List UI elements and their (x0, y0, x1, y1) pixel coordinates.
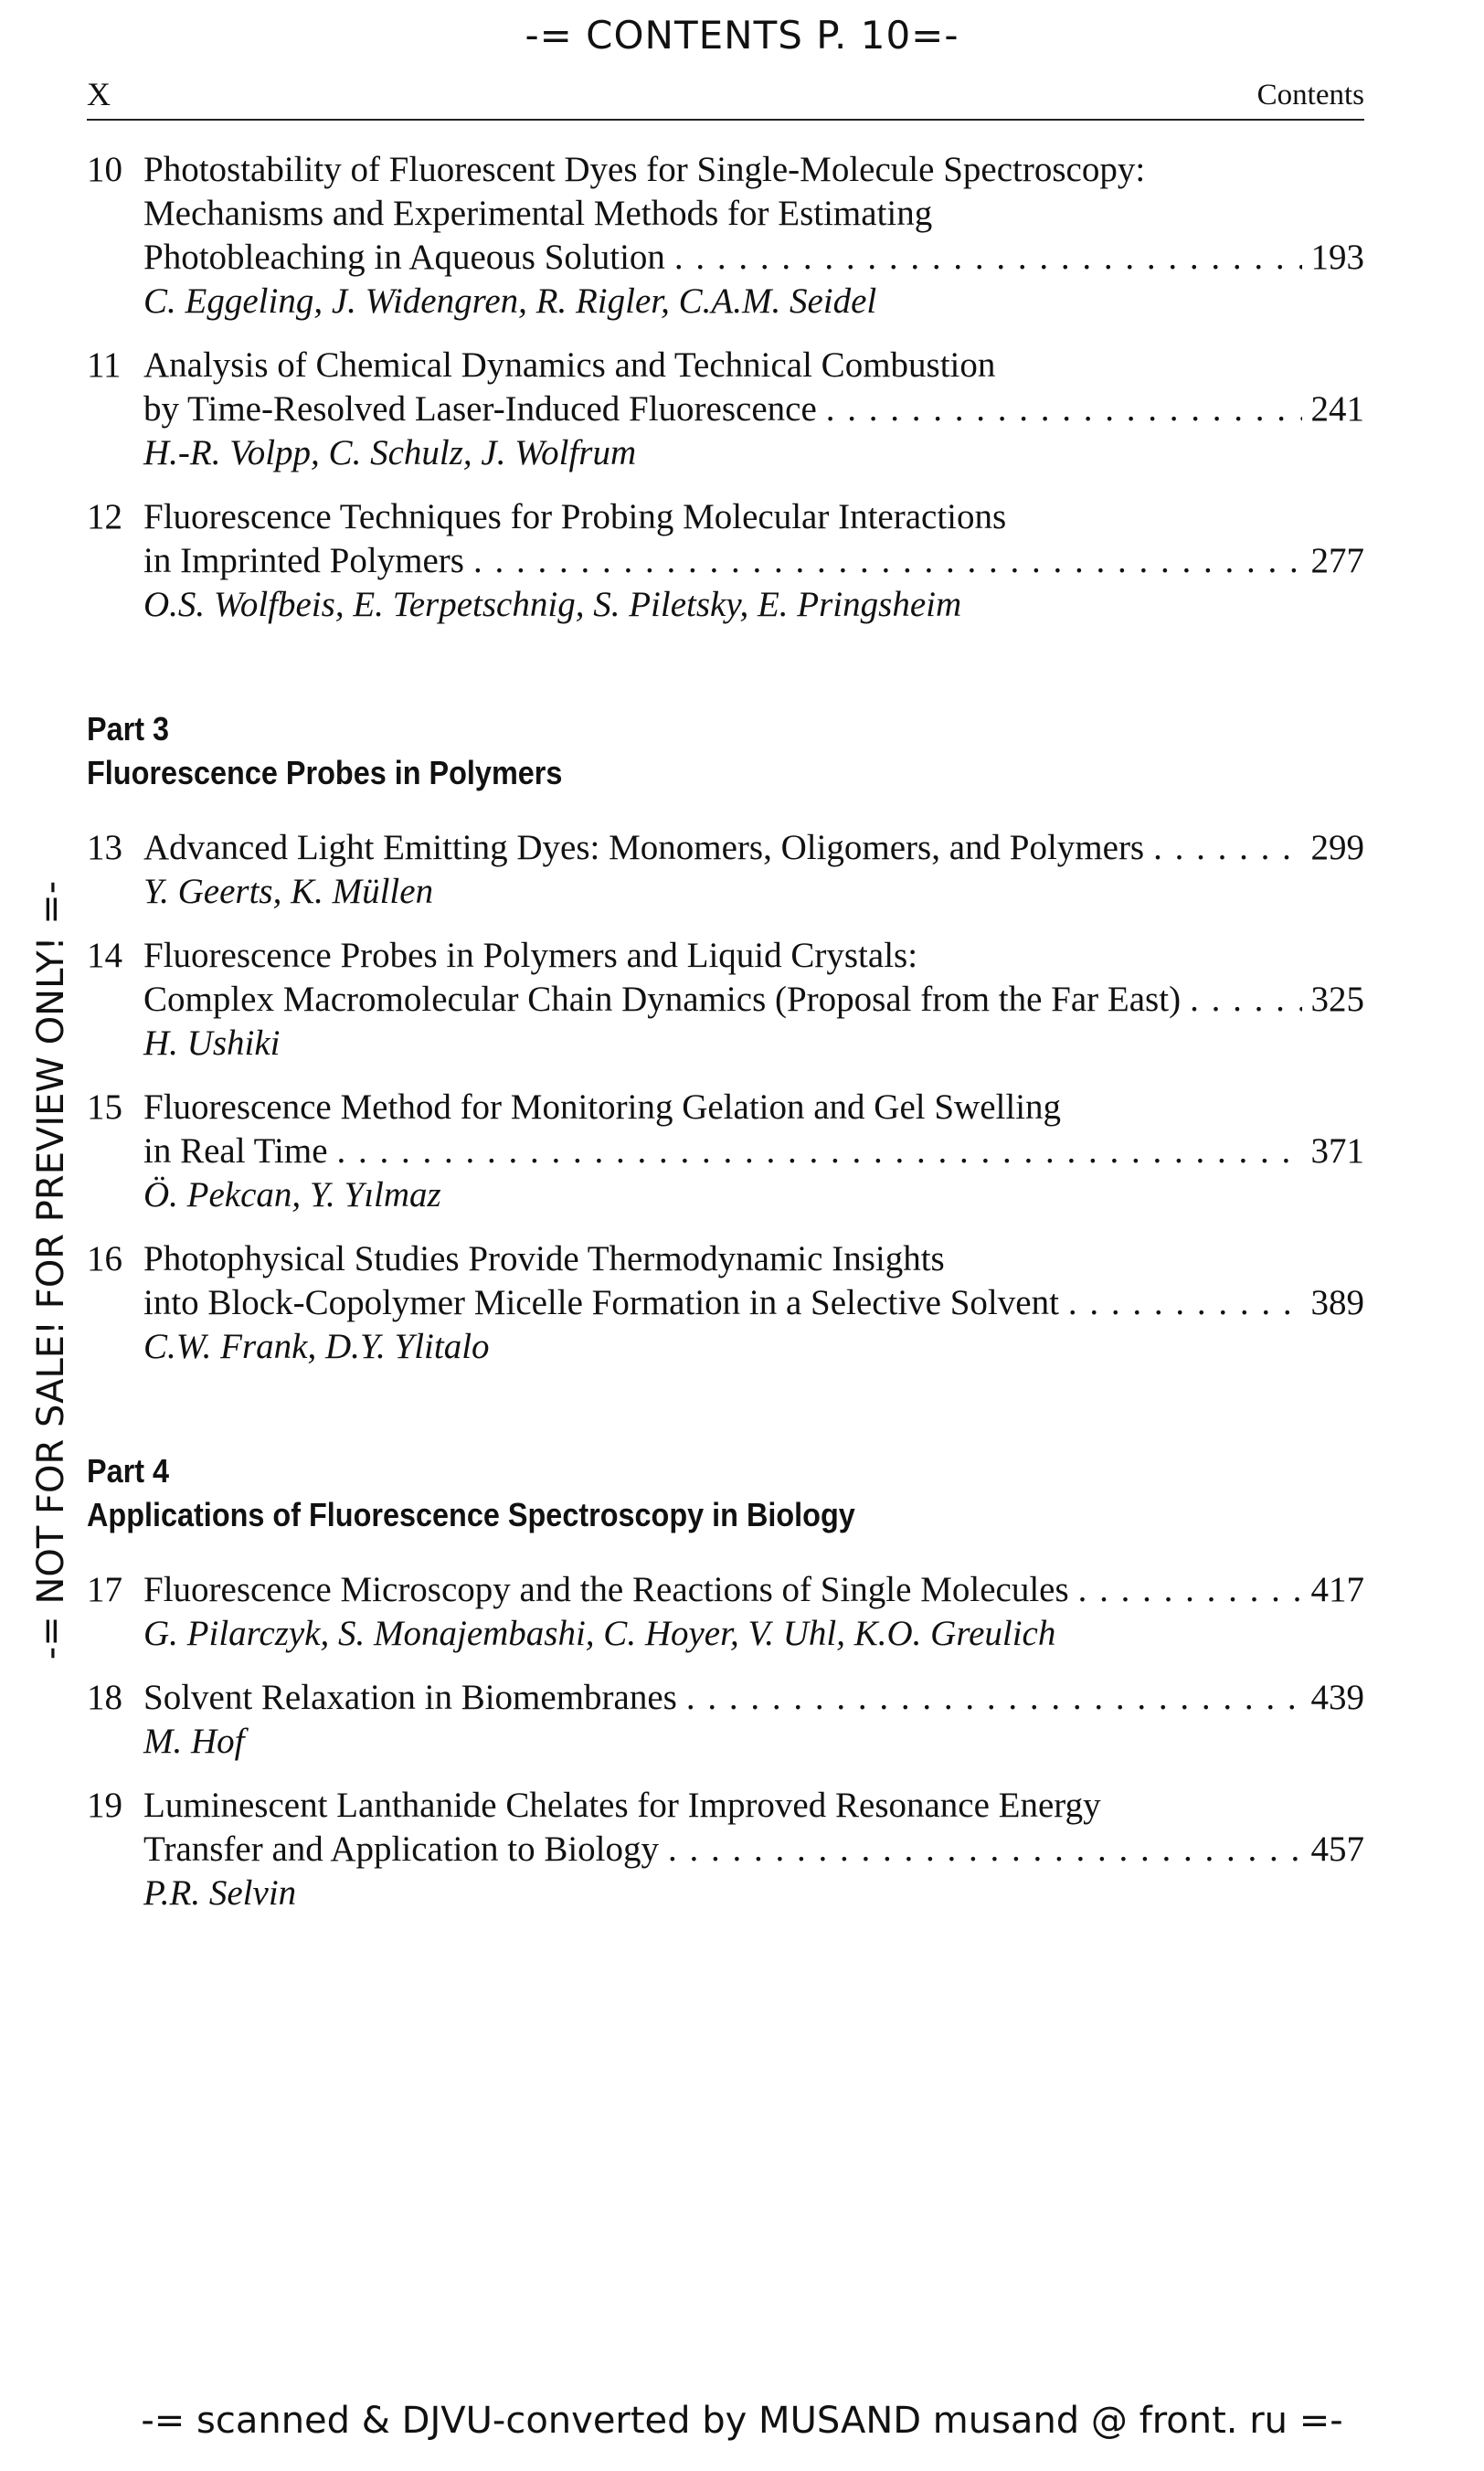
toc-entry (87, 934, 1364, 1066)
chapter-title-line: Photophysical Studies Provide Thermodynamic Insights (143, 1239, 945, 1278)
chapter-title-last-line (143, 236, 1364, 280)
chapter-number: 19 (87, 1786, 122, 1825)
part-label: Part 4 (87, 1452, 170, 1490)
toc-group-a (87, 148, 1364, 627)
chapter-title-line: Transfer and Application to Biology (143, 1829, 660, 1869)
chapter-title-last-line (143, 978, 1364, 1022)
dot-leader (1059, 1281, 1302, 1325)
chapter-title-line: Mechanisms and Experimental Methods for Estimating (143, 194, 933, 233)
chapter-title-line: Photobleaching in Aqueous Solution (143, 238, 665, 277)
page-reference: 389 (1310, 1283, 1364, 1322)
dot-leader (665, 236, 1302, 280)
toc-entry (87, 495, 1364, 627)
page-reference: 457 (1310, 1829, 1364, 1869)
toc-entry (87, 344, 1364, 475)
toc-group-b (87, 826, 1364, 1369)
chapter-authors: M. Hof (143, 1722, 245, 1761)
chapter-title-line: Fluorescence Techniques for Probing Molecular Interactions (143, 497, 1007, 536)
chapter-title-last-line (143, 387, 1364, 431)
toc-group-c (87, 1568, 1364, 1915)
part-title: Fluorescence Probes in Polymers (87, 754, 563, 791)
part-label: Part 3 (87, 710, 170, 748)
chapter-authors: Ö. Pekcan, Y. Yılmaz (143, 1175, 441, 1214)
page-reference: 325 (1310, 980, 1364, 1019)
chapter-number: 17 (87, 1570, 122, 1609)
chapter-number: 16 (87, 1239, 122, 1278)
page-reference: 417 (1310, 1570, 1364, 1609)
part-4-heading (87, 1449, 1236, 1537)
chapter-number: 11 (87, 345, 122, 385)
running-head (87, 73, 1364, 121)
chapter-authors: H.-R. Volpp, C. Schulz, J. Wolfrum (143, 433, 637, 472)
chapter-title-line: into Block-Copolymer Micelle Formation in a Selective Solvent (143, 1283, 1059, 1322)
chapter-title-line: in Real Time (143, 1131, 328, 1171)
part-3-heading (87, 707, 1236, 795)
table-of-contents (87, 148, 1364, 1935)
toc-entry (87, 1676, 1364, 1764)
chapter-title-line: Fluorescence Method for Monitoring Gelation and Gel Swelling (143, 1087, 1062, 1127)
running-title: Contents (1256, 79, 1364, 111)
top-watermark-banner: -= CONTENTS P. 10=- (525, 13, 959, 58)
toc-entry (87, 1784, 1364, 1915)
page-reference: 299 (1310, 828, 1364, 867)
chapter-number: 14 (87, 936, 122, 975)
dot-leader (464, 539, 1302, 583)
chapter-authors: H. Ushiki (143, 1023, 281, 1063)
chapter-title-line: Fluorescence Probes in Polymers and Liquid Crystals: (143, 936, 918, 975)
chapter-number: 15 (87, 1087, 122, 1127)
chapter-authors: C. Eggeling, J. Widengren, R. Rigler, C.A.M. Seidel (143, 281, 877, 321)
chapter-title-line: in Imprinted Polymers (143, 541, 464, 580)
toc-entry (87, 1086, 1364, 1217)
page-reference: 241 (1310, 389, 1364, 429)
chapter-title-line: Advanced Light Emitting Dyes: Monomers, Oligomers, and Polymers (143, 828, 1145, 867)
chapter-title-line: Complex Macromolecular Chain Dynamics (Proposal from the Far East) (143, 980, 1182, 1019)
bottom-watermark-banner: -= scanned & DJVU-converted by MUSAND musand @ front. ru =- (141, 2400, 1343, 2442)
chapter-title-last-line (143, 1828, 1364, 1872)
chapter-title-last-line (143, 1676, 1364, 1720)
chapter-authors: G. Pilarczyk, S. Monajembashi, C. Hoyer, V. Uhl, K.O. Greulich (143, 1614, 1056, 1653)
dot-leader (817, 387, 1302, 431)
toc-entry (87, 826, 1364, 914)
chapter-title-line: Solvent Relaxation in Biomembranes (143, 1678, 677, 1717)
page-reference: 439 (1310, 1678, 1364, 1717)
side-watermark-banner: -= NOT FOR SALE! FOR PREVIEW ONLY! =- (30, 880, 72, 1660)
chapter-title-line: Fluorescence Microscopy and the Reactions of Single Molecules (143, 1570, 1069, 1609)
chapter-title-last-line (143, 1129, 1364, 1173)
page-number: X (87, 76, 111, 112)
chapter-title-last-line (143, 826, 1364, 870)
chapter-authors: O.S. Wolfbeis, E. Terpetschnig, S. Piletsky, E. Pringsheim (143, 585, 962, 624)
part-title: Applications of Fluorescence Spectroscopy in Biology (87, 1496, 855, 1533)
chapter-title-line: by Time-Resolved Laser-Induced Fluorescence (143, 389, 817, 429)
chapter-title-last-line (143, 1568, 1364, 1612)
chapter-title-last-line (143, 1281, 1364, 1325)
page-reference: 193 (1310, 238, 1364, 277)
chapter-authors: P.R. Selvin (143, 1873, 297, 1913)
toc-entry (87, 1568, 1364, 1656)
chapter-number: 12 (87, 497, 122, 536)
chapter-title-line: Luminescent Lanthanide Chelates for Improved Resonance Energy (143, 1786, 1101, 1825)
dot-leader (328, 1129, 1302, 1173)
chapter-title-line: Analysis of Chemical Dynamics and Technical Combustion (143, 345, 996, 385)
chapter-number: 18 (87, 1678, 122, 1717)
chapter-title-last-line (143, 539, 1364, 583)
chapter-title-line: Photostability of Fluorescent Dyes for Single-Molecule Spectroscopy: (143, 150, 1146, 189)
page-reference: 371 (1310, 1131, 1364, 1171)
page-reference: 277 (1310, 541, 1364, 580)
toc-entry (87, 148, 1364, 323)
dot-leader (1181, 978, 1301, 1022)
chapter-authors: C.W. Frank, D.Y. Ylitalo (143, 1327, 490, 1366)
dot-leader (677, 1676, 1302, 1720)
dot-leader (1069, 1568, 1302, 1612)
chapter-authors: Y. Geerts, K. Müllen (143, 872, 434, 911)
dot-leader (1144, 826, 1301, 870)
chapter-number: 13 (87, 828, 122, 867)
chapter-number: 10 (87, 150, 122, 189)
toc-entry (87, 1237, 1364, 1369)
dot-leader (659, 1828, 1301, 1872)
